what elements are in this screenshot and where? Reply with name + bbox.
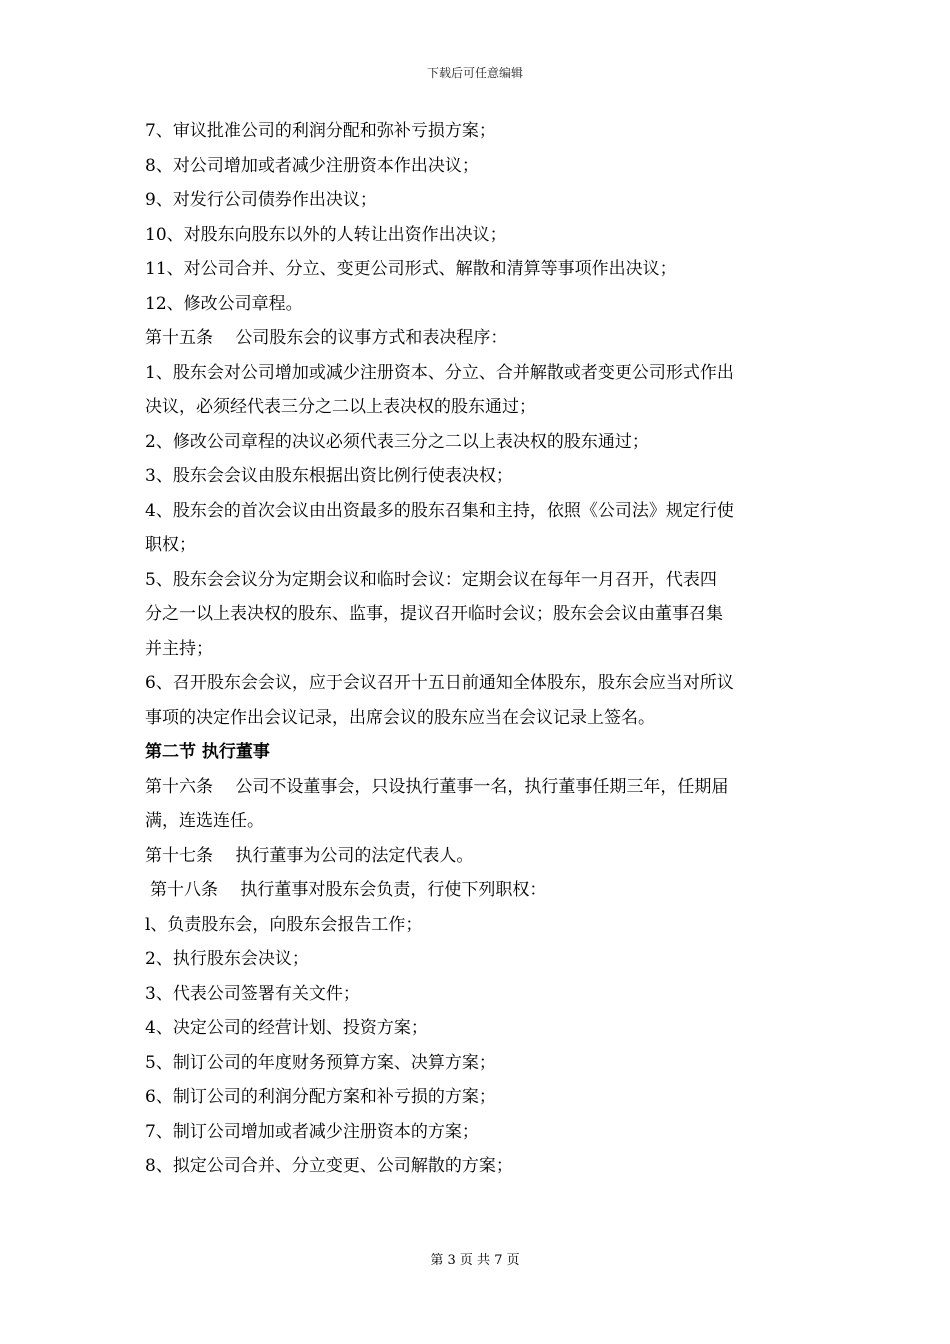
text-line: 5、制订公司的年度财务预算方案、决算方案；: [145, 1052, 496, 1073]
document-body: [145, 120, 815, 1190]
text-line: 7、制订公司增加或者减少注册资本的方案；: [145, 1121, 479, 1142]
text-line: 6、召开股东会会议，应于会议召开十五日前通知全体股东，股东会应当对所议: [145, 673, 734, 693]
text-line: 分之一以上表决权的股东、监事，提议召开临时会议；股东会会议由董事召集: [145, 604, 723, 624]
text-line: 9、对发行公司债券作出决议；: [145, 190, 377, 210]
text-line: 职权；: [145, 535, 196, 555]
text-line: 7、审议批准公司的利润分配和弥补亏损方案；: [145, 121, 496, 141]
article-heading: 第十五条 公司股东会的议事方式和表决程序：: [145, 328, 508, 348]
text-line: 1、股东会对公司增加或减少注册资本、分立、合并解散或者变更公司形式作出: [145, 362, 734, 383]
text-line: 8、对公司增加或者减少注册资本作出决议；: [145, 155, 479, 176]
text-line: 满，连选连任。: [145, 811, 264, 831]
text-line: l、负责股东会，向股东会报告工作；: [145, 914, 423, 935]
section-heading: 第二节 执行董事: [145, 742, 270, 762]
text-line: 4、股东会的首次会议由出资最多的股东召集和主持，依照《公司法》规定行使: [145, 500, 734, 521]
text-line: 11、对公司合并、分立、变更公司形式、解散和清算等事项作出决议；: [145, 259, 677, 279]
text-line: 10、对股东向股东以外的人转让出资作出决议；: [145, 224, 507, 245]
text-line: 12、修改公司章程。: [145, 293, 303, 314]
text-line: 3、股东会会议由股东根据出资比例行使表决权；: [145, 466, 513, 486]
text-line: 6、制订公司的利润分配方案和补亏损的方案；: [145, 1087, 496, 1107]
text-line: 4、决定公司的经营计划、投资方案；: [145, 1018, 428, 1038]
text-line: 事项的决定作出会议记录，出席会议的股东应当在会议记录上签名。: [145, 707, 655, 728]
text-line: 并主持；: [145, 638, 213, 659]
text-line: 2、执行股东会决议；: [145, 949, 309, 969]
page-header: 下载后可任意编辑: [426, 66, 523, 80]
text-line: 3、代表公司签署有关文件；: [145, 983, 360, 1004]
text-line: 决议，必须经代表三分之二以上表决权的股东通过；: [145, 397, 536, 417]
article-heading: 第十七条 执行董事为公司的法定代表人。: [145, 845, 474, 866]
text-line: 5、股东会会议分为定期会议和临时会议：定期会议在每年一月召开，代表四: [145, 569, 717, 590]
text-line: 2、修改公司章程的决议必须代表三分之二以上表决权的股东通过；: [145, 431, 649, 452]
article-heading: 第十六条 公司不设董事会，只设执行董事一名，执行董事任期三年，任期届: [145, 776, 729, 797]
text-line: 8、拟定公司合并、分立变更、公司解散的方案；: [145, 1156, 513, 1176]
page-footer: 第 3 页 共 7 页: [430, 1253, 520, 1268]
article-heading: 第十八条 执行董事对股东会负责，行使下列职权：: [150, 880, 547, 900]
